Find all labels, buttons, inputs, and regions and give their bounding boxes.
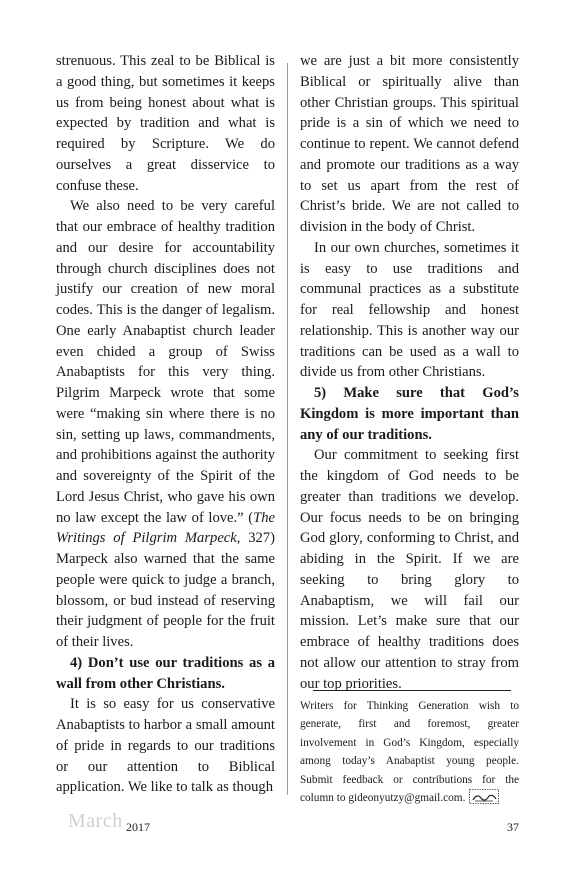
footer-year: 2017 bbox=[126, 820, 150, 834]
book-title: The Writings of Pilgrim Marpeck bbox=[56, 509, 275, 547]
paragraph bbox=[56, 196, 275, 653]
section-heading: 4) Don’t use our traditions as a wall from other Christians. bbox=[56, 654, 275, 692]
paragraph: It is so easy for us conservative Anabaptists to harbor a small amount of pride in regards to our traditions or our attention to Biblical application. We like to talk as though bbox=[56, 696, 275, 796]
paragraph: we are just a bit more consistently Biblical or spiritually alive than other Christian groups. This spiritual pride is a sin of which we need to continue to repent. We cannot defend and promote our traditions as a way to set us apart from the rest of Christ’s bride. We are not called to division in the body of Christ. bbox=[300, 53, 519, 235]
paragraph: strenuous. This zeal to be Biblical is a good thing, but sometimes it keeps us from being honest about what is expected by tradition and what is required by Scripture. We do ourselves a great disservice to confuse these. bbox=[56, 53, 275, 194]
paragraph-text: , 327) Marpeck also warned that the same people were quick to judge a branch, blossom, or bud instead of reserving their judgment of people for the fruit of their lives. bbox=[56, 530, 275, 650]
section-heading: 5) Make sure that God’s Kingdom is more important than any of our traditions. bbox=[300, 385, 519, 443]
paragraph-text: We also need to be very careful that our embrace of healthy tradition and our desire for accountability through church disciplines does not justify our creation of new moral codes. This is the danger of legalism. One early Anabaptist church leader even chided a group of Swiss Anabaptists for this very thing. Pilgrim Marpeck wrote that some were “making sin where there is no sin, setting up laws, commandments, and prohibitions against the authority and sovereignty of the Spirit of the Lord Jesus Christ, who gave his own no law except the law of love.” ( bbox=[56, 198, 275, 526]
column-note bbox=[300, 697, 519, 807]
column-logo-icon bbox=[469, 789, 499, 804]
footnote-rule bbox=[313, 690, 511, 691]
footer-month: March bbox=[68, 810, 123, 832]
left-column bbox=[56, 51, 275, 798]
right-column bbox=[300, 51, 519, 694]
page-number: 37 bbox=[507, 820, 519, 834]
paragraph: Our commitment to seeking first the kingdom of God needs to be greater than traditions we develop. Our focus needs to be on bringing God glory, conforming to Christ, and abiding in the Spirit. If we are seeking to bring glory to Anabaptism, we will fail our mission. Let’s make sure that our embrace of healthy traditions does not allow our attention to stray from our top priorities. bbox=[300, 447, 519, 692]
paragraph: In our own churches, sometimes it is easy to use traditions and communal practices as a substitute for real fellowship and honest relationship. This is another way our traditions can be used as a wall to divide us from other Christians. bbox=[300, 239, 519, 381]
note-text: Writers for Thinking Generation wish to generate, first and foremost, greater involvement in God’s Kingdom, especially among today’s Anabaptist young people. Submit feedback or contributions for the column to gideonyutzy@gmail.com. bbox=[300, 700, 519, 805]
column-divider bbox=[287, 63, 288, 795]
